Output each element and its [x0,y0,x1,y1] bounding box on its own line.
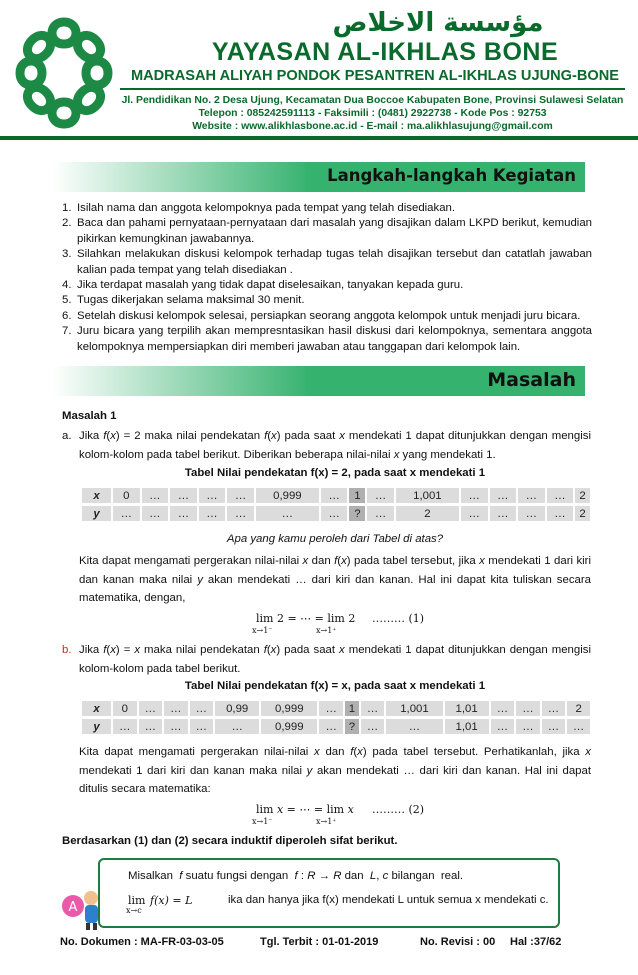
step-number: 1. [62,202,72,214]
table2-caption: Tabel Nilai pendekatan f(x) = x, pada saat x mendekati 1 [184,680,486,692]
banner-fade [52,162,312,192]
table-cell: … [138,718,164,735]
property-box [98,858,560,928]
part-b-label: b. [62,644,72,656]
header-subtitle: MADRASAH ALIYAH PONDOK PESANTREN AL-IKHLAS UJUNG-BONE [130,68,620,84]
table-cell: … [141,505,170,522]
table1-question: Apa yang kamu peroleh dari Tabel di atas? [226,533,444,545]
table-cell: … [138,701,164,718]
values-table-1 [80,488,590,521]
header-web: Website : www.alikhlasbone.ac.id - E-mail : ma.alikhlasujung@gmail.com [192,121,553,132]
table-cell: … [255,505,320,522]
student-mascot-icon [60,886,104,930]
property-expr: f(x) = L [150,894,193,907]
part-b-paragraph: Kita dapat mengamati pergerakan nilai-nilai x dan f(x) pada tabel tersebut. Perhatikanlah, jika x mendekati 1 dari kiri dan kanan maka nilai y akan mendekati … dari kiri dan kanan. Hal ini dapat ditulis secara matematika: [79,746,591,795]
step-item [62,247,592,278]
problem-title: Masalah [487,369,576,391]
table-cell: 1 [348,488,366,505]
table-cell: ? [344,718,360,735]
footer-doc-number: No. Dokumen : MA-FR-03-03-05 [60,936,224,948]
step-item [62,278,592,293]
school-logo [10,14,118,132]
property-lim: lim [128,894,146,907]
table-cell: 2 [574,488,590,505]
eq1-tag: ……… (1) [372,612,425,625]
table-cell: 2 [566,701,590,718]
table-cell: 0,999 [260,701,318,718]
table-cell: … [198,505,227,522]
footer-revision: No. Revisi : 00 [420,936,496,948]
property-line-2: ika dan hanya jika f(x) mendekati L untuk semua x mendekati c. [228,894,549,906]
header-arabic-title: مؤسسة الاخلاص [332,8,544,38]
step-item [62,324,592,355]
limit-equation-2: lim x = ⋯ = lim x [256,803,354,816]
step-number: 3. [62,248,72,261]
table-row-label: y [81,505,112,522]
step-text: Silahkan melakukan diskusi kelompok terhadap tugas telah disajikan tersebut dan catatlah jawaban kalian pada tempat yang telah disediakan . [77,248,592,276]
table-cell: … [141,488,170,505]
table-cell: … [541,701,567,718]
table-cell: … [490,718,516,735]
step-item [62,201,592,216]
step-item [62,216,592,247]
table-cell: … [460,488,489,505]
table-cell: … [490,701,516,718]
table-cell: 1,001 [385,701,443,718]
step-number: 4. [62,279,72,292]
table-cell: … [214,718,260,735]
eq2-tag: ……… (2) [372,803,425,816]
part-a-text: Jika f(x) = 2 maka nilai pendekatan f(x) pada saat x mendekati 1 dapat ditunjukkan dengan mengisi kolom-kolom pada tabel berikut. Diberikan beberapa nilai-nilai x yang mendekati 1. [79,430,591,461]
table-cell: … [112,505,141,522]
footer-date: Tgl. Terbit : 01-01-2019 [260,936,379,948]
svg-text:A: A [68,900,78,915]
step-text: Baca dan pahami pernyataan-pernyataan dari masalah yang disajikan dalam LKPD berikut, kemudian pikirkan kemungkinan jawabannya. [77,217,592,245]
table-cell: … [385,718,443,735]
eq2-sub-right: x→1⁺ [316,817,337,826]
limit-equation-1: lim 2 = ⋯ = lim 2 [256,612,356,625]
step-number: 6. [62,309,72,322]
table-cell: 1 [344,701,360,718]
table-cell: 0 [112,701,138,718]
table-cell: 2 [395,505,460,522]
part-b-text: Jika f(x) = x maka nilai pendekatan f(x) pada saat x mendekati 1 dapat ditunjukkan dengan mengisi kolom-kolom pada tabel berikut. [79,644,591,675]
steps-title: Langkah-langkah Kegiatan [327,166,576,185]
step-text: Juru bicara yang terpilih akan mempresntasikan hasil diskusi dari kelompoknya, sementara anggota kelompoknya mempersiapkan diri memberi jawaban atau tanggapan dari kelompok lain. [77,325,592,353]
table-cell: … [318,701,344,718]
table-cell: 0,99 [214,701,260,718]
steps-list [62,201,592,355]
table-cell: … [366,488,395,505]
table-cell: 0 [112,488,141,505]
table-cell: … [169,488,198,505]
table-cell: 1,01 [444,701,490,718]
table-cell: … [515,718,541,735]
table-cell: 0,999 [260,718,318,735]
eq1-sub-right: x→1⁺ [316,626,337,635]
table-cell: … [189,701,215,718]
property-lim-sub: x→c [126,906,142,915]
table-row-label: y [81,718,112,735]
table-cell: 2 [574,505,590,522]
table-cell: … [198,488,227,505]
part-a-label: a. [62,430,72,442]
eq1-sub-left: x→1⁻ [252,626,273,635]
table-cell: … [517,488,546,505]
table-cell: 1,001 [395,488,460,505]
table-cell: … [546,488,575,505]
table-cell: 1,01 [444,718,490,735]
step-number: 5. [62,294,72,307]
table-cell: … [320,505,349,522]
table-cell: … [546,505,575,522]
table-row-label: x [81,488,112,505]
step-text: Tugas dikerjakan selama maksimal 30 menit. [77,294,305,307]
step-text: Jika terdapat masalah yang tidak dapat diselesaikan, tanyakan kepada guru. [77,279,464,292]
header-phone: Telepon : 085242591113 - Faksimili : (0481) 2922738 - Kode Pos : 92753 [198,108,547,119]
values-table-2 [80,701,590,734]
step-text: Isilah nama dan anggota kelompoknya pada tempat yang telah disediakan. [77,202,456,214]
banner-fade [52,366,312,396]
property-line-1: Misalkan f suatu fungsi dengan f : R → R dan L, c bilangan real. [128,870,464,882]
conclusion-text: Berdasarkan (1) dan (2) secara induktif diperoleh sifat berikut. [62,835,398,847]
problem-heading: Masalah 1 [62,410,117,422]
table-cell: … [366,505,395,522]
table-cell: … [517,505,546,522]
table1-caption: Tabel Nilai pendekatan f(x) = 2, pada saat x mendekati 1 [184,467,486,479]
table-cell: … [360,718,386,735]
table-cell: … [226,505,255,522]
table-cell: … [163,701,189,718]
header-rule [120,88,625,90]
header-divider [0,136,638,140]
table-cell: … [226,488,255,505]
table-cell: … [189,718,215,735]
eq2-sub-left: x→1⁻ [252,817,273,826]
table-cell: … [515,701,541,718]
table-cell: … [163,718,189,735]
table-cell: … [460,505,489,522]
step-item [62,309,592,324]
table-cell: … [318,718,344,735]
table-cell: 0,999 [255,488,320,505]
step-number: 2. [62,217,72,230]
table-cell: … [360,701,386,718]
header-title: YAYASAN AL-IKHLAS BONE [211,38,559,66]
table-cell: ? [348,505,366,522]
part-a-paragraph: Kita dapat mengamati pergerakan nilai-nilai x dan f(x) pada tabel tersebut, jika x mendekati 1 dari kiri dan kanan maka nilai y akan mendekati … dari kiri dan kanan. Hal ini dapat kita tuliskan secara matematika, dengan, [79,555,591,604]
table-cell: … [541,718,567,735]
table-cell: … [489,505,518,522]
step-text: Setelah diskusi kelompok selesai, persiapkan seorang anggota kelompok untuk menjadi juru bicara. [77,309,581,322]
table-cell: … [566,718,590,735]
table-row-label: x [81,701,112,718]
footer-page: Hal :37/62 [510,936,562,948]
table-cell: … [169,505,198,522]
table-cell: … [112,718,138,735]
table-cell: … [320,488,349,505]
table-cell: … [489,488,518,505]
step-item [62,293,592,308]
step-number: 7. [62,325,72,338]
header-address: Jl. Pendidikan No. 2 Desa Ujung, Kecamatan Dua Boccoe Kabupaten Bone, Provinsi Sulawesi Selatan [121,95,624,106]
